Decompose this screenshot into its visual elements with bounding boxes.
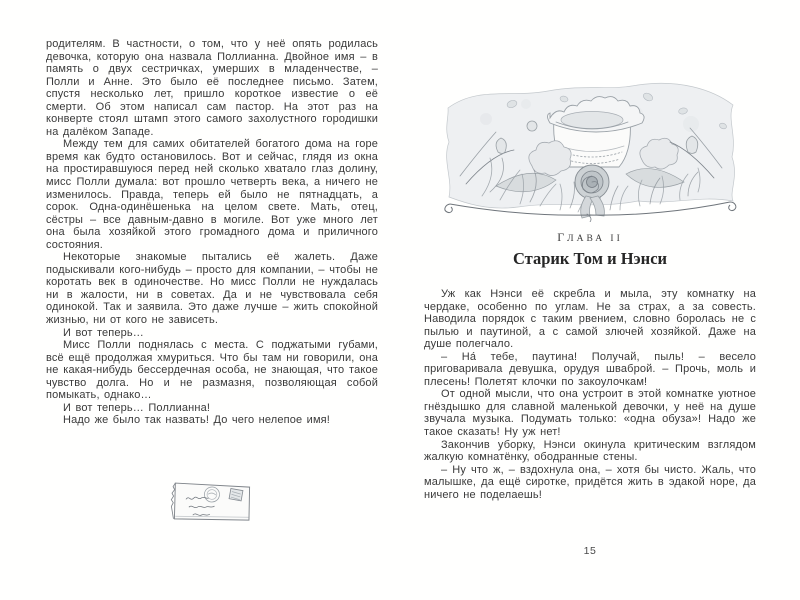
- paragraph: – Ну что ж, – вздохнула она, – хотя бы чисто. Жаль, что малышке, да ещё сиротке, придётся жить в эдакой норе, да ничего не поделаешь!: [424, 463, 756, 501]
- paragraph: И вот теперь…: [63, 326, 144, 339]
- envelope-illustration: [46, 474, 378, 537]
- left-page: [46, 38, 378, 427]
- paragraph: Уж как Нэнси её скребла и мыла, эту комнатку на чердаке, особенно по углам. Не за страх, а за совесть. Наводила порядок с таким рвением, словно боролась не с пылью и паутиной, а с самой злючей хозяйкой. Даже на душе полегчало.: [424, 288, 756, 351]
- paragraph: родителям. В частности, о том, что у неё опять родилась девочка, которую она назвала Поллианна. Двойное имя – в память о двух сестричках, умерших в младенчестве, – Полли и Анне. Это было её последнее письмо. Затем, спустя несколько лет, пришло короткое известие о её смерти. Об этом написал сам пастор. На этот раз на конверте стоял штамп этого самого захолустного городишки на далёком Западе.: [46, 38, 378, 138]
- paragraph: Надо же было так назвать! До чего нелепое имя!: [63, 414, 330, 427]
- paragraph: От одной мысли, что она устроит в этой комнатке уютное гнёздышко для славной маленькой девочки, у неё на душе звучала музыка. Подумать только: «одна обуза»! Надо же такое сказать! Ну уж нет!: [424, 388, 756, 439]
- hat-flowers-illustration: [436, 64, 744, 222]
- paragraph: Некоторые знакомые пытались её жалеть. Даже подыскивали кого-нибудь – просто для компании, – чтобы не коротать век в одиночестве. Но мисс Полли не нуждалась ни в жалости, ни в советах. Да и не чувствовала себя одинокой. Так и заявила. Это даже лучше – жить спокойной жизнью, ни от кого не зависеть.: [46, 251, 378, 327]
- envelope-icon: [162, 469, 262, 537]
- right-page: [424, 38, 756, 501]
- page-number: 15: [583, 545, 597, 557]
- paragraph: Между тем для самих обитателей богатого дома на горе время как будто остановилось. Вот и сейчас, глядя из окна на простиравшуюся перед ней сколько хватало глаз долину, мисс Полли думала: вот прошло четверть века, а ничего не изменилось. Правда, теперь ей было не пятнадцать, а сорок. Одна-одинёшенька на целом свете. Мать, отец, сёстры – все давным-давно в могиле. Вот уже много лет она была хозяйкой этого громадного дома и приличного состояния.: [46, 138, 378, 251]
- left-page-text: [46, 38, 378, 427]
- paragraph: – На́ тебе, паутина! Получай, пыль! – весело приговаривала девушка, орудуя шваброй. – Прочь, моль и плесень! Полетят клочки по закоулочкам!: [424, 350, 756, 388]
- paragraph: И вот теперь… Поллианна!: [63, 401, 211, 414]
- paragraph: Закончив уборку, Нэнси окинула критическим взглядом жалкую комнатёнку, ободранные стены.: [424, 438, 756, 464]
- paragraph: Мисс Полли поднялась с места. С поджатыми губами, всё ещё продолжая хмуриться. Что бы там ни говорили, она не какая-нибудь бессердечная особа, не знающая, что такое чувство долга. Но и не размазня, позволяющая собой помыкать, однако…: [46, 339, 378, 402]
- right-page-text: [424, 288, 756, 501]
- stamp-icon: [229, 488, 243, 500]
- chapter-label: ГЛАВА II: [557, 230, 623, 244]
- rose: [575, 165, 609, 199]
- chapter-title: Старик Том и Нэнси: [512, 249, 668, 268]
